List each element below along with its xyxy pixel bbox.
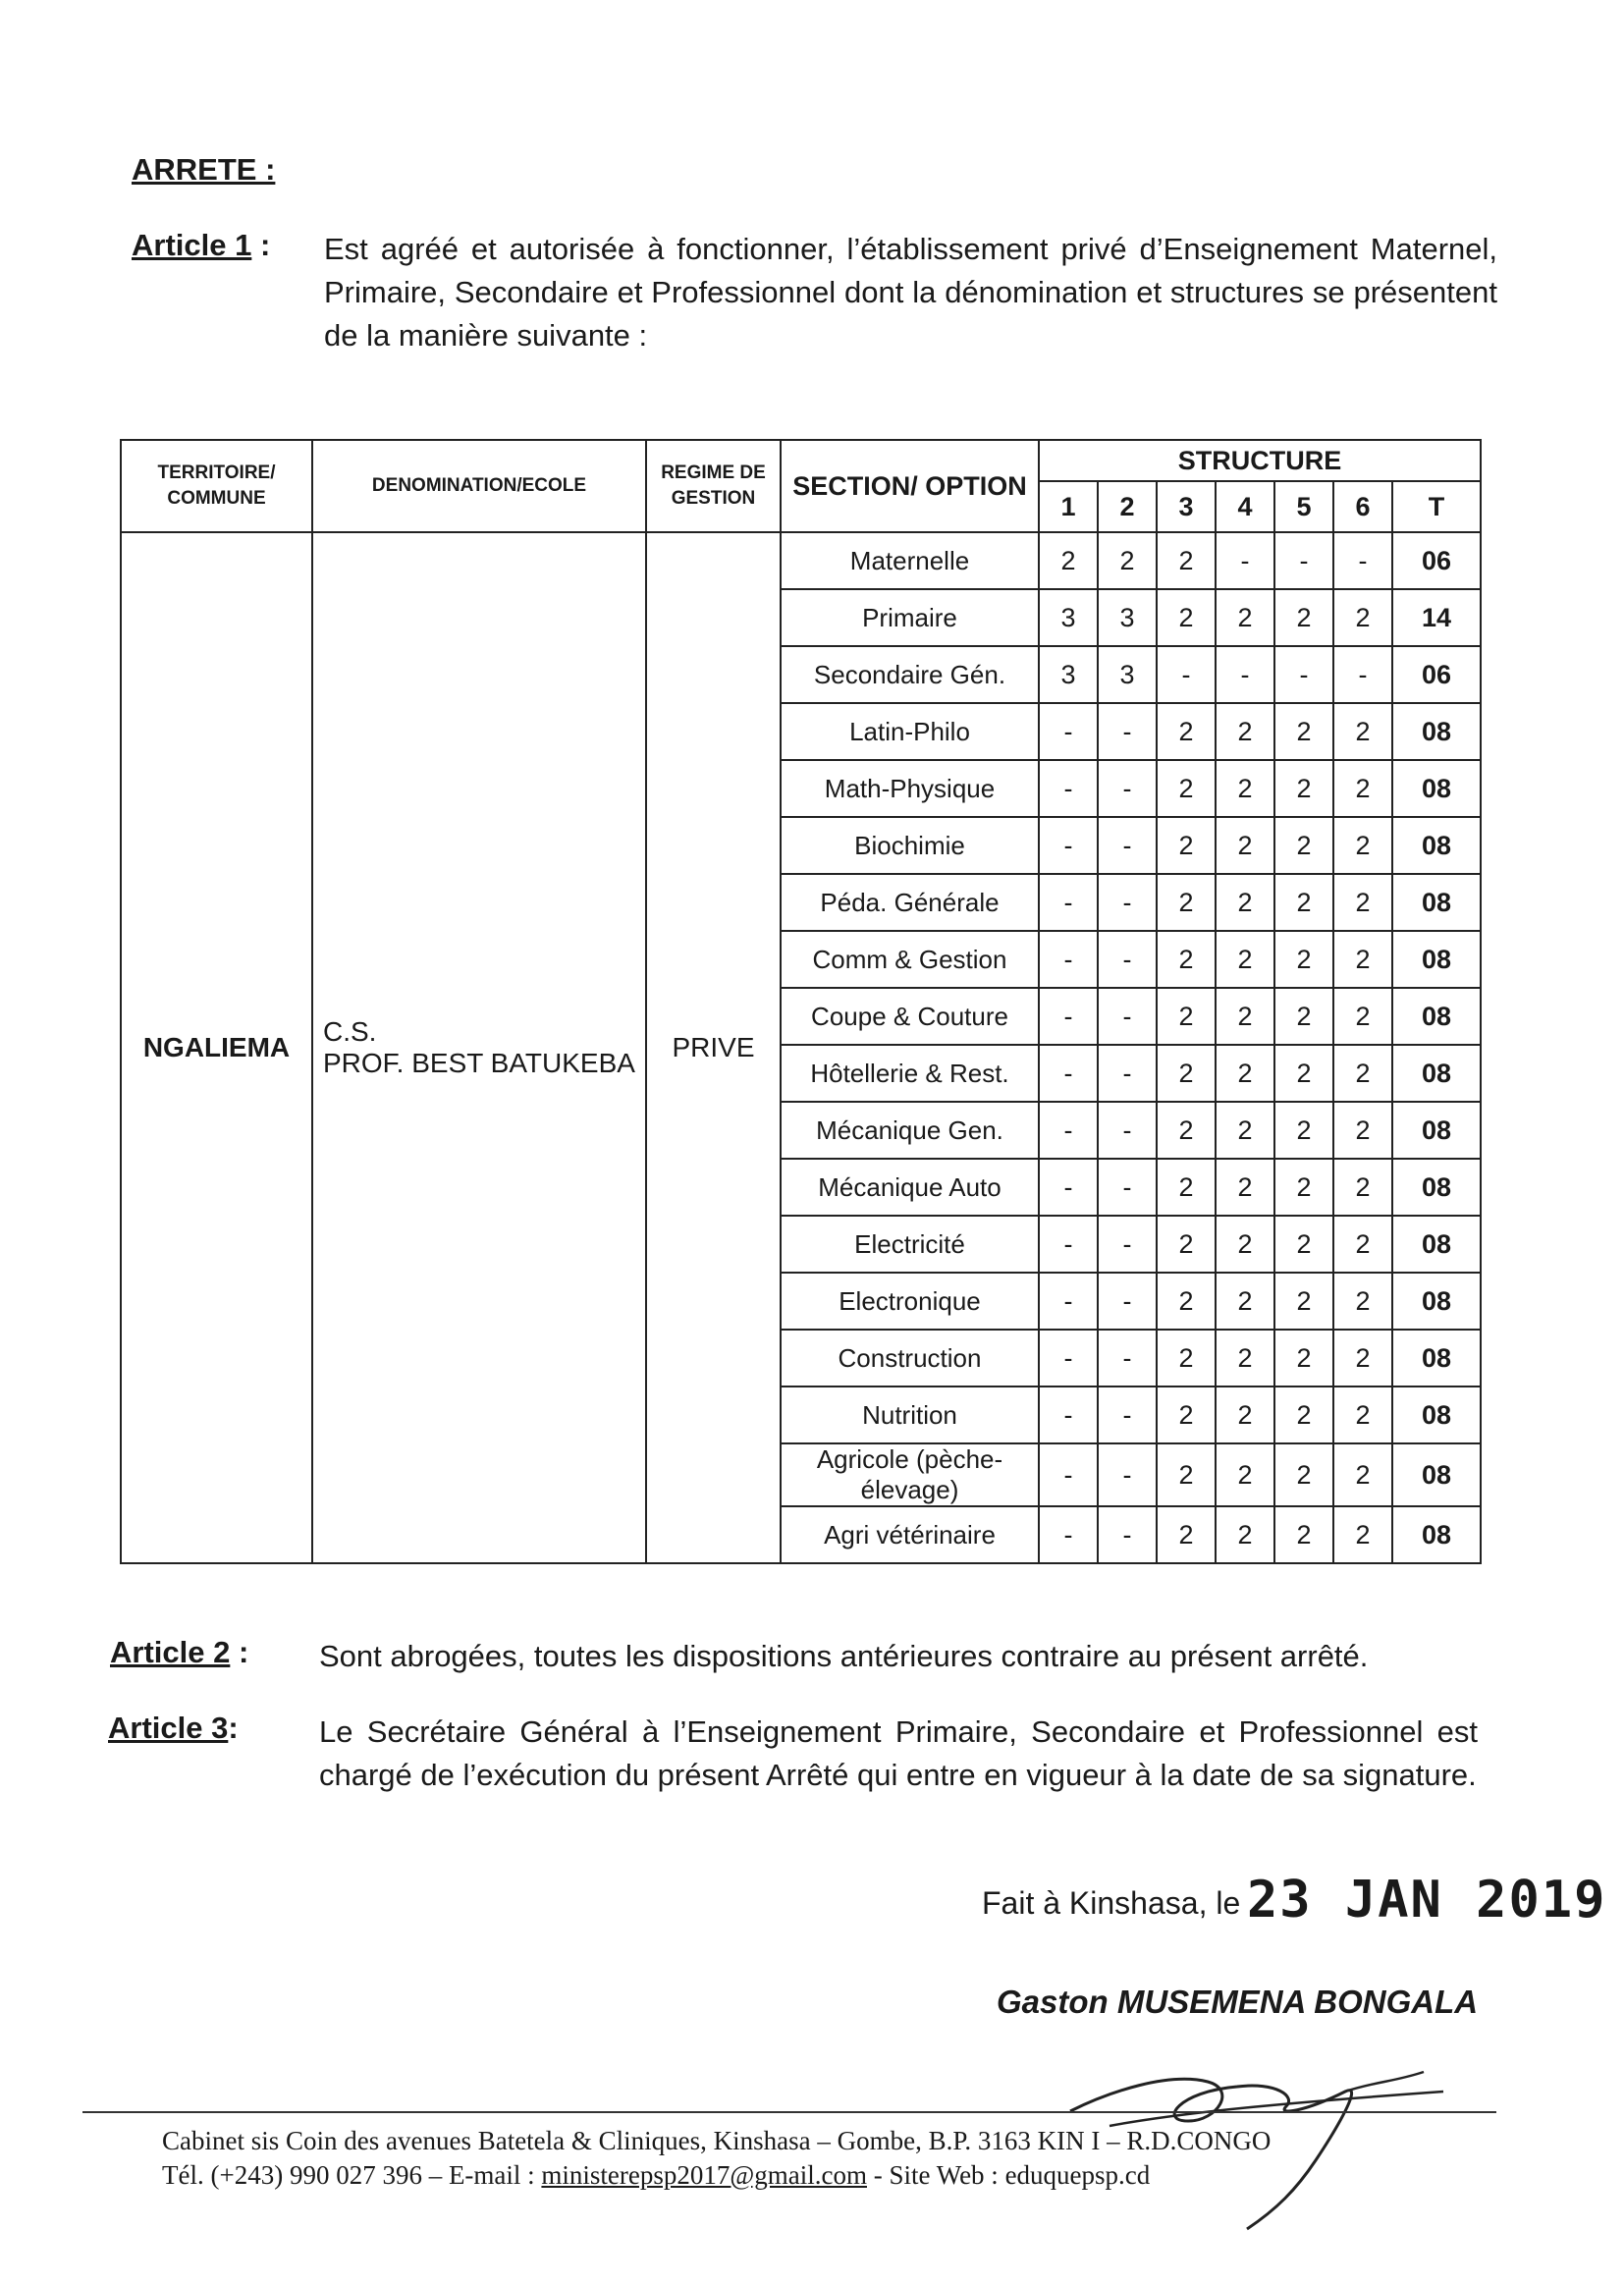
total-cell: 08 — [1392, 1387, 1481, 1443]
option-cell: Nutrition — [781, 1387, 1039, 1443]
value-cell: 2 — [1216, 703, 1274, 760]
total-cell: 08 — [1392, 703, 1481, 760]
total-cell: 08 — [1392, 1216, 1481, 1273]
col-header: 6 — [1333, 481, 1392, 532]
option-cell: Biochimie — [781, 817, 1039, 874]
value-cell: - — [1039, 1045, 1098, 1102]
value-cell: 2 — [1157, 1273, 1216, 1330]
total-cell: 08 — [1392, 1506, 1481, 1563]
value-cell: 2 — [1216, 874, 1274, 931]
col-header: 5 — [1274, 481, 1333, 532]
value-cell: - — [1274, 646, 1333, 703]
value-cell: - — [1039, 931, 1098, 988]
option-cell: Hôtellerie & Rest. — [781, 1045, 1039, 1102]
article2-separator: : — [230, 1635, 249, 1669]
value-cell: - — [1039, 1443, 1098, 1506]
value-cell: - — [1098, 874, 1157, 931]
value-cell: 2 — [1157, 1159, 1216, 1216]
value-cell: 2 — [1157, 817, 1216, 874]
value-cell: - — [1098, 1443, 1157, 1506]
article3-separator: : — [228, 1711, 239, 1745]
article2-text: Sont abrogées, toutes les dispositions antérieures contraire au présent arrêté. — [319, 1639, 1369, 1673]
total-cell: 08 — [1392, 1443, 1481, 1506]
col-header: 3 — [1157, 481, 1216, 532]
value-cell: 2 — [1274, 817, 1333, 874]
value-cell: 2 — [1333, 703, 1392, 760]
value-cell: - — [1098, 1506, 1157, 1563]
footer-divider — [82, 2111, 1496, 2113]
article2-label-text: Article 2 — [110, 1635, 231, 1669]
value-cell: 2 — [1157, 1330, 1216, 1387]
option-cell: Coupe & Couture — [781, 988, 1039, 1045]
value-cell: 2 — [1157, 760, 1216, 817]
value-cell: - — [1039, 1273, 1098, 1330]
value-cell: 3 — [1098, 646, 1157, 703]
article1-label-text: Article 1 — [132, 228, 252, 262]
option-cell: Mécanique Auto — [781, 1159, 1039, 1216]
value-cell: 2 — [1274, 1216, 1333, 1273]
value-cell: 2 — [1274, 1273, 1333, 1330]
article1-label — [132, 228, 270, 263]
header-regime: REGIME DE GESTION — [646, 440, 781, 532]
header-structure: STRUCTURE — [1039, 440, 1481, 481]
value-cell: 2 — [1333, 1159, 1392, 1216]
option-cell: Agri vétérinaire — [781, 1506, 1039, 1563]
value-cell: - — [1039, 1102, 1098, 1159]
value-cell: 2 — [1333, 1216, 1392, 1273]
value-cell: - — [1039, 1216, 1098, 1273]
col-header: 4 — [1216, 481, 1274, 532]
value-cell: 2 — [1333, 817, 1392, 874]
option-cell: Math-Physique — [781, 760, 1039, 817]
value-cell: 2 — [1274, 1387, 1333, 1443]
total-cell: 06 — [1392, 646, 1481, 703]
option-cell: Primaire — [781, 589, 1039, 646]
article1-separator: : — [251, 228, 271, 262]
value-cell: - — [1098, 1045, 1157, 1102]
value-cell: - — [1098, 1330, 1157, 1387]
footer-site: - Site Web : eduquepsp.cd — [867, 2160, 1151, 2190]
total-cell: 08 — [1392, 1102, 1481, 1159]
value-cell: 2 — [1274, 703, 1333, 760]
value-cell: - — [1039, 817, 1098, 874]
value-cell: - — [1098, 817, 1157, 874]
value-cell: 2 — [1157, 1216, 1216, 1273]
option-cell: Agricole (pèche-élevage) — [781, 1443, 1039, 1506]
header-denomination: DENOMINATION/ECOLE — [312, 440, 646, 532]
value-cell: - — [1039, 988, 1098, 1045]
header-territoire: TERRITOIRE/ COMMUNE — [121, 440, 312, 532]
option-cell: Latin-Philo — [781, 703, 1039, 760]
value-cell: 2 — [1333, 1273, 1392, 1330]
total-cell: 06 — [1392, 532, 1481, 589]
value-cell: 2 — [1333, 874, 1392, 931]
value-cell: - — [1333, 532, 1392, 589]
ecole-line1: C.S. — [323, 1016, 377, 1047]
footer-contact — [162, 2160, 1150, 2191]
signer-name: Gaston MUSEMENA BONGALA — [997, 1984, 1479, 2020]
value-cell: 2 — [1216, 988, 1274, 1045]
value-cell: 2 — [1333, 931, 1392, 988]
value-cell: - — [1039, 760, 1098, 817]
option-cell: Electricité — [781, 1216, 1039, 1273]
value-cell: 3 — [1098, 589, 1157, 646]
footer-email-link[interactable]: ministerepsp2017@gmail.com — [541, 2160, 867, 2190]
value-cell: - — [1098, 1159, 1157, 1216]
value-cell: - — [1039, 1330, 1098, 1387]
article3-text: Le Secrétaire Général à l’Enseignement Primaire, Secondaire et Professionnel est chargé de l’exécution du présent Arrêté qui entre en vigueur à la date de sa signature. — [319, 1714, 1478, 1792]
article3-label — [108, 1711, 239, 1746]
option-cell: Comm & Gestion — [781, 931, 1039, 988]
value-cell: - — [1098, 703, 1157, 760]
footer-address: Cabinet sis Coin des avenues Batetela & Cliniques, Kinshasa – Gombe, B.P. 3163 KIN I – R.D.CONGO — [162, 2126, 1272, 2155]
total-cell: 08 — [1392, 874, 1481, 931]
col-header: T — [1392, 481, 1481, 532]
value-cell: - — [1216, 532, 1274, 589]
value-cell: 2 — [1274, 931, 1333, 988]
article2-label — [110, 1635, 248, 1670]
value-cell: 2 — [1333, 1330, 1392, 1387]
value-cell: 2 — [1157, 1102, 1216, 1159]
regime-cell: PRIVE — [646, 532, 781, 1563]
value-cell: 2 — [1333, 1443, 1392, 1506]
value-cell: 2 — [1157, 1387, 1216, 1443]
value-cell: - — [1098, 1102, 1157, 1159]
value-cell: 2 — [1274, 988, 1333, 1045]
total-cell: 08 — [1392, 1045, 1481, 1102]
article3-label-text: Article 3 — [108, 1711, 229, 1745]
value-cell: 3 — [1039, 646, 1098, 703]
value-cell: 2 — [1157, 931, 1216, 988]
value-cell: - — [1216, 646, 1274, 703]
territoire-cell: NGALIEMA — [121, 532, 312, 1563]
value-cell: - — [1039, 1387, 1098, 1443]
option-cell: Electronique — [781, 1273, 1039, 1330]
value-cell: 2 — [1333, 1045, 1392, 1102]
value-cell: - — [1098, 1387, 1157, 1443]
value-cell: - — [1274, 532, 1333, 589]
option-cell: Construction — [781, 1330, 1039, 1387]
value-cell: 2 — [1274, 1443, 1333, 1506]
fait-a-kinshasa: Fait à Kinshasa, le — [982, 1885, 1241, 1921]
value-cell: 2 — [1274, 1045, 1333, 1102]
value-cell: 2 — [1274, 1159, 1333, 1216]
value-cell: 2 — [1157, 1506, 1216, 1563]
option-cell: Secondaire Gén. — [781, 646, 1039, 703]
value-cell: 2 — [1333, 1506, 1392, 1563]
value-cell: 2 — [1274, 589, 1333, 646]
header-section: SECTION/ OPTION — [781, 440, 1039, 532]
option-cell: Maternelle — [781, 532, 1039, 589]
total-cell: 08 — [1392, 1330, 1481, 1387]
value-cell: 2 — [1274, 1506, 1333, 1563]
value-cell: - — [1157, 646, 1216, 703]
total-cell: 08 — [1392, 1159, 1481, 1216]
value-cell: 2 — [1333, 1387, 1392, 1443]
value-cell: 2 — [1157, 1045, 1216, 1102]
option-cell: Mécanique Gen. — [781, 1102, 1039, 1159]
value-cell: - — [1098, 931, 1157, 988]
value-cell: - — [1333, 646, 1392, 703]
value-cell: 2 — [1216, 1443, 1274, 1506]
value-cell: 2 — [1039, 532, 1098, 589]
value-cell: 2 — [1157, 1443, 1216, 1506]
signature-date: 23 JAN 2019 — [1247, 1871, 1607, 1930]
footer-tel: Tél. (+243) 990 027 396 – E-mail : — [162, 2160, 542, 2190]
option-cell: Péda. Générale — [781, 874, 1039, 931]
value-cell: 2 — [1216, 1506, 1274, 1563]
value-cell: 2 — [1216, 760, 1274, 817]
value-cell: - — [1039, 703, 1098, 760]
article1-text: Est agréé et autorisée à fonctionner, l’établissement privé d’Enseignement Maternel, Primaire, Secondaire et Professionnel dont la dénomination et structures se présentent de la manière suivante : — [324, 232, 1497, 353]
value-cell: - — [1039, 1159, 1098, 1216]
total-cell: 08 — [1392, 1273, 1481, 1330]
value-cell: - — [1098, 760, 1157, 817]
col-header: 1 — [1039, 481, 1098, 532]
value-cell: 2 — [1333, 760, 1392, 817]
col-header: 2 — [1098, 481, 1157, 532]
value-cell: 2 — [1216, 817, 1274, 874]
total-cell: 08 — [1392, 988, 1481, 1045]
value-cell: 2 — [1216, 1102, 1274, 1159]
value-cell: 2 — [1333, 1102, 1392, 1159]
value-cell: 2 — [1098, 532, 1157, 589]
value-cell: 2 — [1274, 1102, 1333, 1159]
value-cell: 2 — [1333, 589, 1392, 646]
value-cell: 2 — [1157, 874, 1216, 931]
value-cell: 2 — [1216, 1330, 1274, 1387]
value-cell: 3 — [1039, 589, 1098, 646]
value-cell: 2 — [1216, 1273, 1274, 1330]
value-cell: 2 — [1157, 703, 1216, 760]
structure-table — [120, 439, 1482, 1564]
total-cell: 08 — [1392, 817, 1481, 874]
total-cell: 08 — [1392, 760, 1481, 817]
value-cell: - — [1098, 988, 1157, 1045]
value-cell: 2 — [1157, 532, 1216, 589]
value-cell: 2 — [1274, 1330, 1333, 1387]
ecole-line2: PROF. BEST BATUKEBA — [323, 1048, 635, 1078]
total-cell: 14 — [1392, 589, 1481, 646]
value-cell: 2 — [1216, 1216, 1274, 1273]
value-cell: 2 — [1216, 589, 1274, 646]
value-cell: 2 — [1216, 1159, 1274, 1216]
value-cell: 2 — [1216, 931, 1274, 988]
ecole-cell — [312, 532, 646, 1563]
table-row — [121, 532, 1481, 589]
value-cell: 2 — [1274, 874, 1333, 931]
value-cell: 2 — [1216, 1387, 1274, 1443]
total-cell: 08 — [1392, 931, 1481, 988]
value-cell: - — [1098, 1273, 1157, 1330]
value-cell: - — [1098, 1216, 1157, 1273]
value-cell: - — [1039, 1506, 1098, 1563]
decree-heading: ARRETE : — [132, 152, 276, 187]
value-cell: - — [1039, 874, 1098, 931]
value-cell: 2 — [1157, 589, 1216, 646]
value-cell: 2 — [1333, 988, 1392, 1045]
value-cell: 2 — [1274, 760, 1333, 817]
value-cell: 2 — [1157, 988, 1216, 1045]
value-cell: 2 — [1216, 1045, 1274, 1102]
